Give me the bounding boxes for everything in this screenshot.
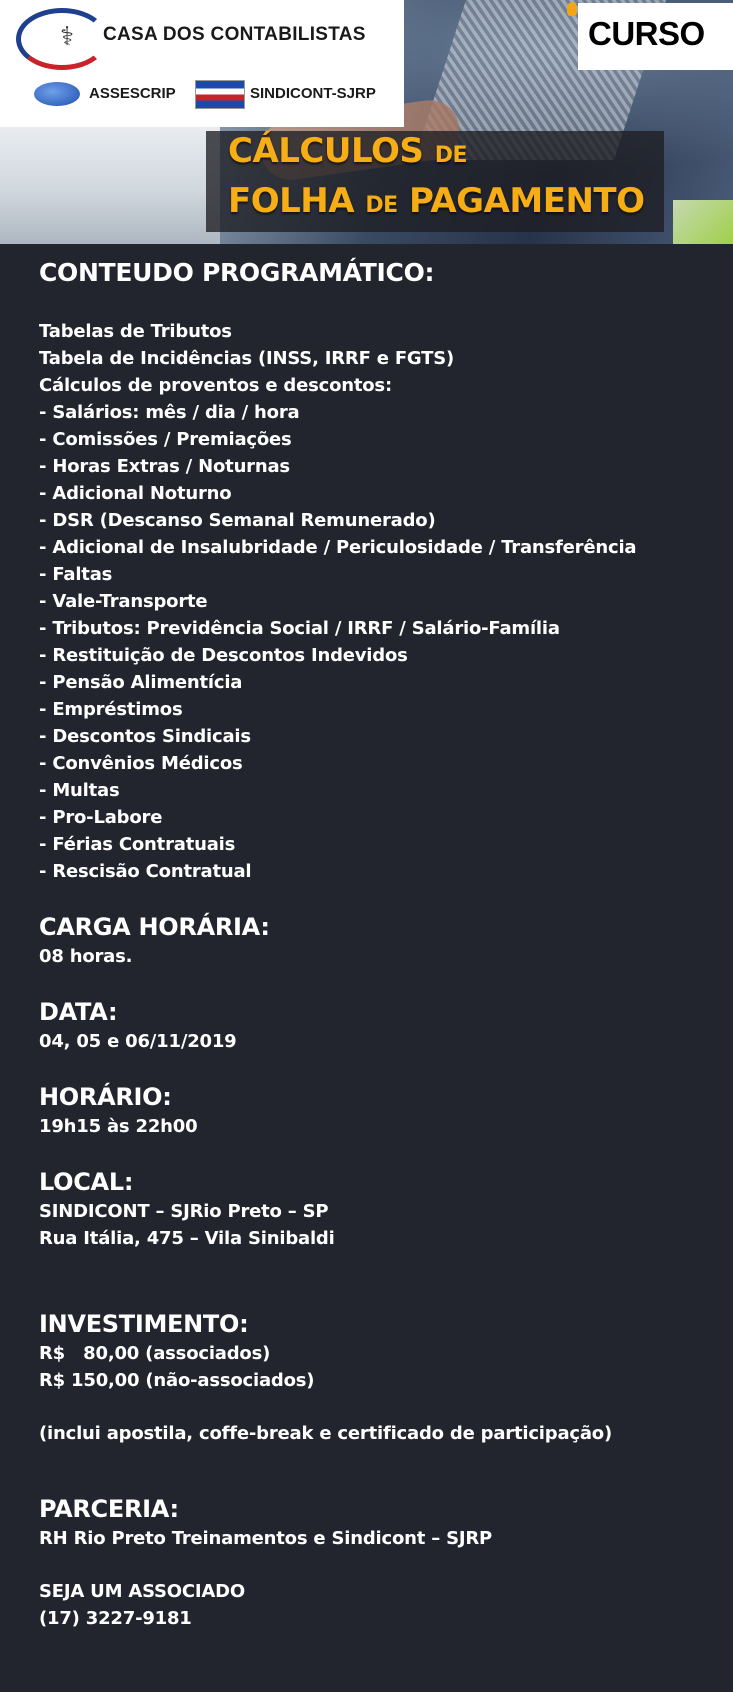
course-title-line-1: [228, 131, 467, 171]
title-word-calculos: CÁLCULOS: [228, 131, 424, 171]
price-members: R$ 80,00 (associados): [39, 1343, 271, 1364]
program-item: - Pensão Alimentícia: [39, 672, 243, 693]
org-name: CASA DOS CONTABILISTAS: [103, 24, 366, 45]
course-title-line-2: [228, 181, 645, 221]
program-item: Tabela de Incidências (INSS, IRRF e FGTS): [39, 348, 455, 369]
lightbulb-icon: [567, 2, 577, 16]
program-item: - Salários: mês / dia / hora: [39, 402, 300, 423]
investment-heading: INVESTIMENTO:: [39, 1310, 249, 1338]
course-details: [39, 258, 699, 1632]
background-photo-laptop: [0, 115, 220, 244]
workload-value: 08 horas.: [39, 946, 133, 967]
program-item: - Restituição de Descontos Indevidos: [39, 645, 408, 666]
title-word-de-2: DE: [365, 193, 398, 218]
membership-cta: SEJA UM ASSOCIADO: [39, 1581, 245, 1602]
course-title-panel: [206, 131, 664, 232]
contact-phone: (17) 3227-9181: [39, 1608, 192, 1629]
course-badge: [578, 3, 733, 70]
title-word-de-1: DE: [434, 143, 467, 168]
partnership-value: RH Rio Preto Treinamentos e Sindicont – SJRP: [39, 1528, 492, 1549]
header-banner: [0, 0, 733, 244]
partner-sindicont: SINDICONT-SJRP: [250, 85, 376, 102]
program-item: - Rescisão Contratual: [39, 861, 252, 882]
location-line-1: SINDICONT – SJRio Preto – SP: [39, 1201, 329, 1222]
program-item: - Horas Extras / Noturnas: [39, 456, 290, 477]
program-item: - Tributos: Previdência Social / IRRF / Salário-Família: [39, 618, 560, 639]
title-word-pagamento: PAGAMENTO: [409, 181, 645, 221]
caduceus-icon: ⚕: [59, 22, 75, 52]
program-item: - Pro-Labore: [39, 807, 163, 828]
sindicont-flag-icon: [195, 80, 245, 109]
date-heading: DATA:: [39, 998, 118, 1026]
schedule-value: 19h15 às 22h00: [39, 1116, 198, 1137]
program-item: - Multas: [39, 780, 120, 801]
program-item: - DSR (Descanso Semanal Remunerado): [39, 510, 436, 531]
program-item: - Adicional de Insalubridade / Periculosidade / Transferência: [39, 537, 637, 558]
program-item: - Descontos Sindicais: [39, 726, 251, 747]
program-item: Cálculos de proventos e descontos:: [39, 375, 392, 396]
program-item: - Férias Contratuais: [39, 834, 236, 855]
program-item: - Empréstimos: [39, 699, 183, 720]
title-word-folha: FOLHA: [228, 181, 355, 221]
logo-panel: [0, 0, 404, 127]
program-item: Tabelas de Tributos: [39, 321, 232, 342]
course-badge-label: CURSO: [588, 15, 705, 52]
date-value: 04, 05 e 06/11/2019: [39, 1031, 237, 1052]
program-heading: CONTEUDO PROGRAMÁTICO:: [39, 258, 435, 287]
program-item: - Convênios Médicos: [39, 753, 243, 774]
partnership-heading: PARCERIA:: [39, 1495, 179, 1523]
program-item: - Faltas: [39, 564, 113, 585]
price-non-members: R$ 150,00 (não-associados): [39, 1370, 315, 1391]
location-address: Rua Itália, 475 – Vila Sinibaldi: [39, 1228, 335, 1249]
location-heading: LOCAL:: [39, 1168, 134, 1196]
program-item: - Adicional Noturno: [39, 483, 232, 504]
program-list: [39, 318, 699, 885]
workload-heading: CARGA HORÁRIA:: [39, 913, 270, 941]
program-item: - Vale-Transporte: [39, 591, 208, 612]
background-photo-corner: [673, 200, 733, 244]
investment-note: (inclui apostila, coffe-break e certificado de participação): [39, 1423, 613, 1444]
program-item: - Comissões / Premiações: [39, 429, 292, 450]
schedule-heading: HORÁRIO:: [39, 1083, 172, 1111]
assescrip-logo-icon: [34, 82, 80, 106]
partner-assescrip: ASSESCRIP: [89, 85, 176, 102]
